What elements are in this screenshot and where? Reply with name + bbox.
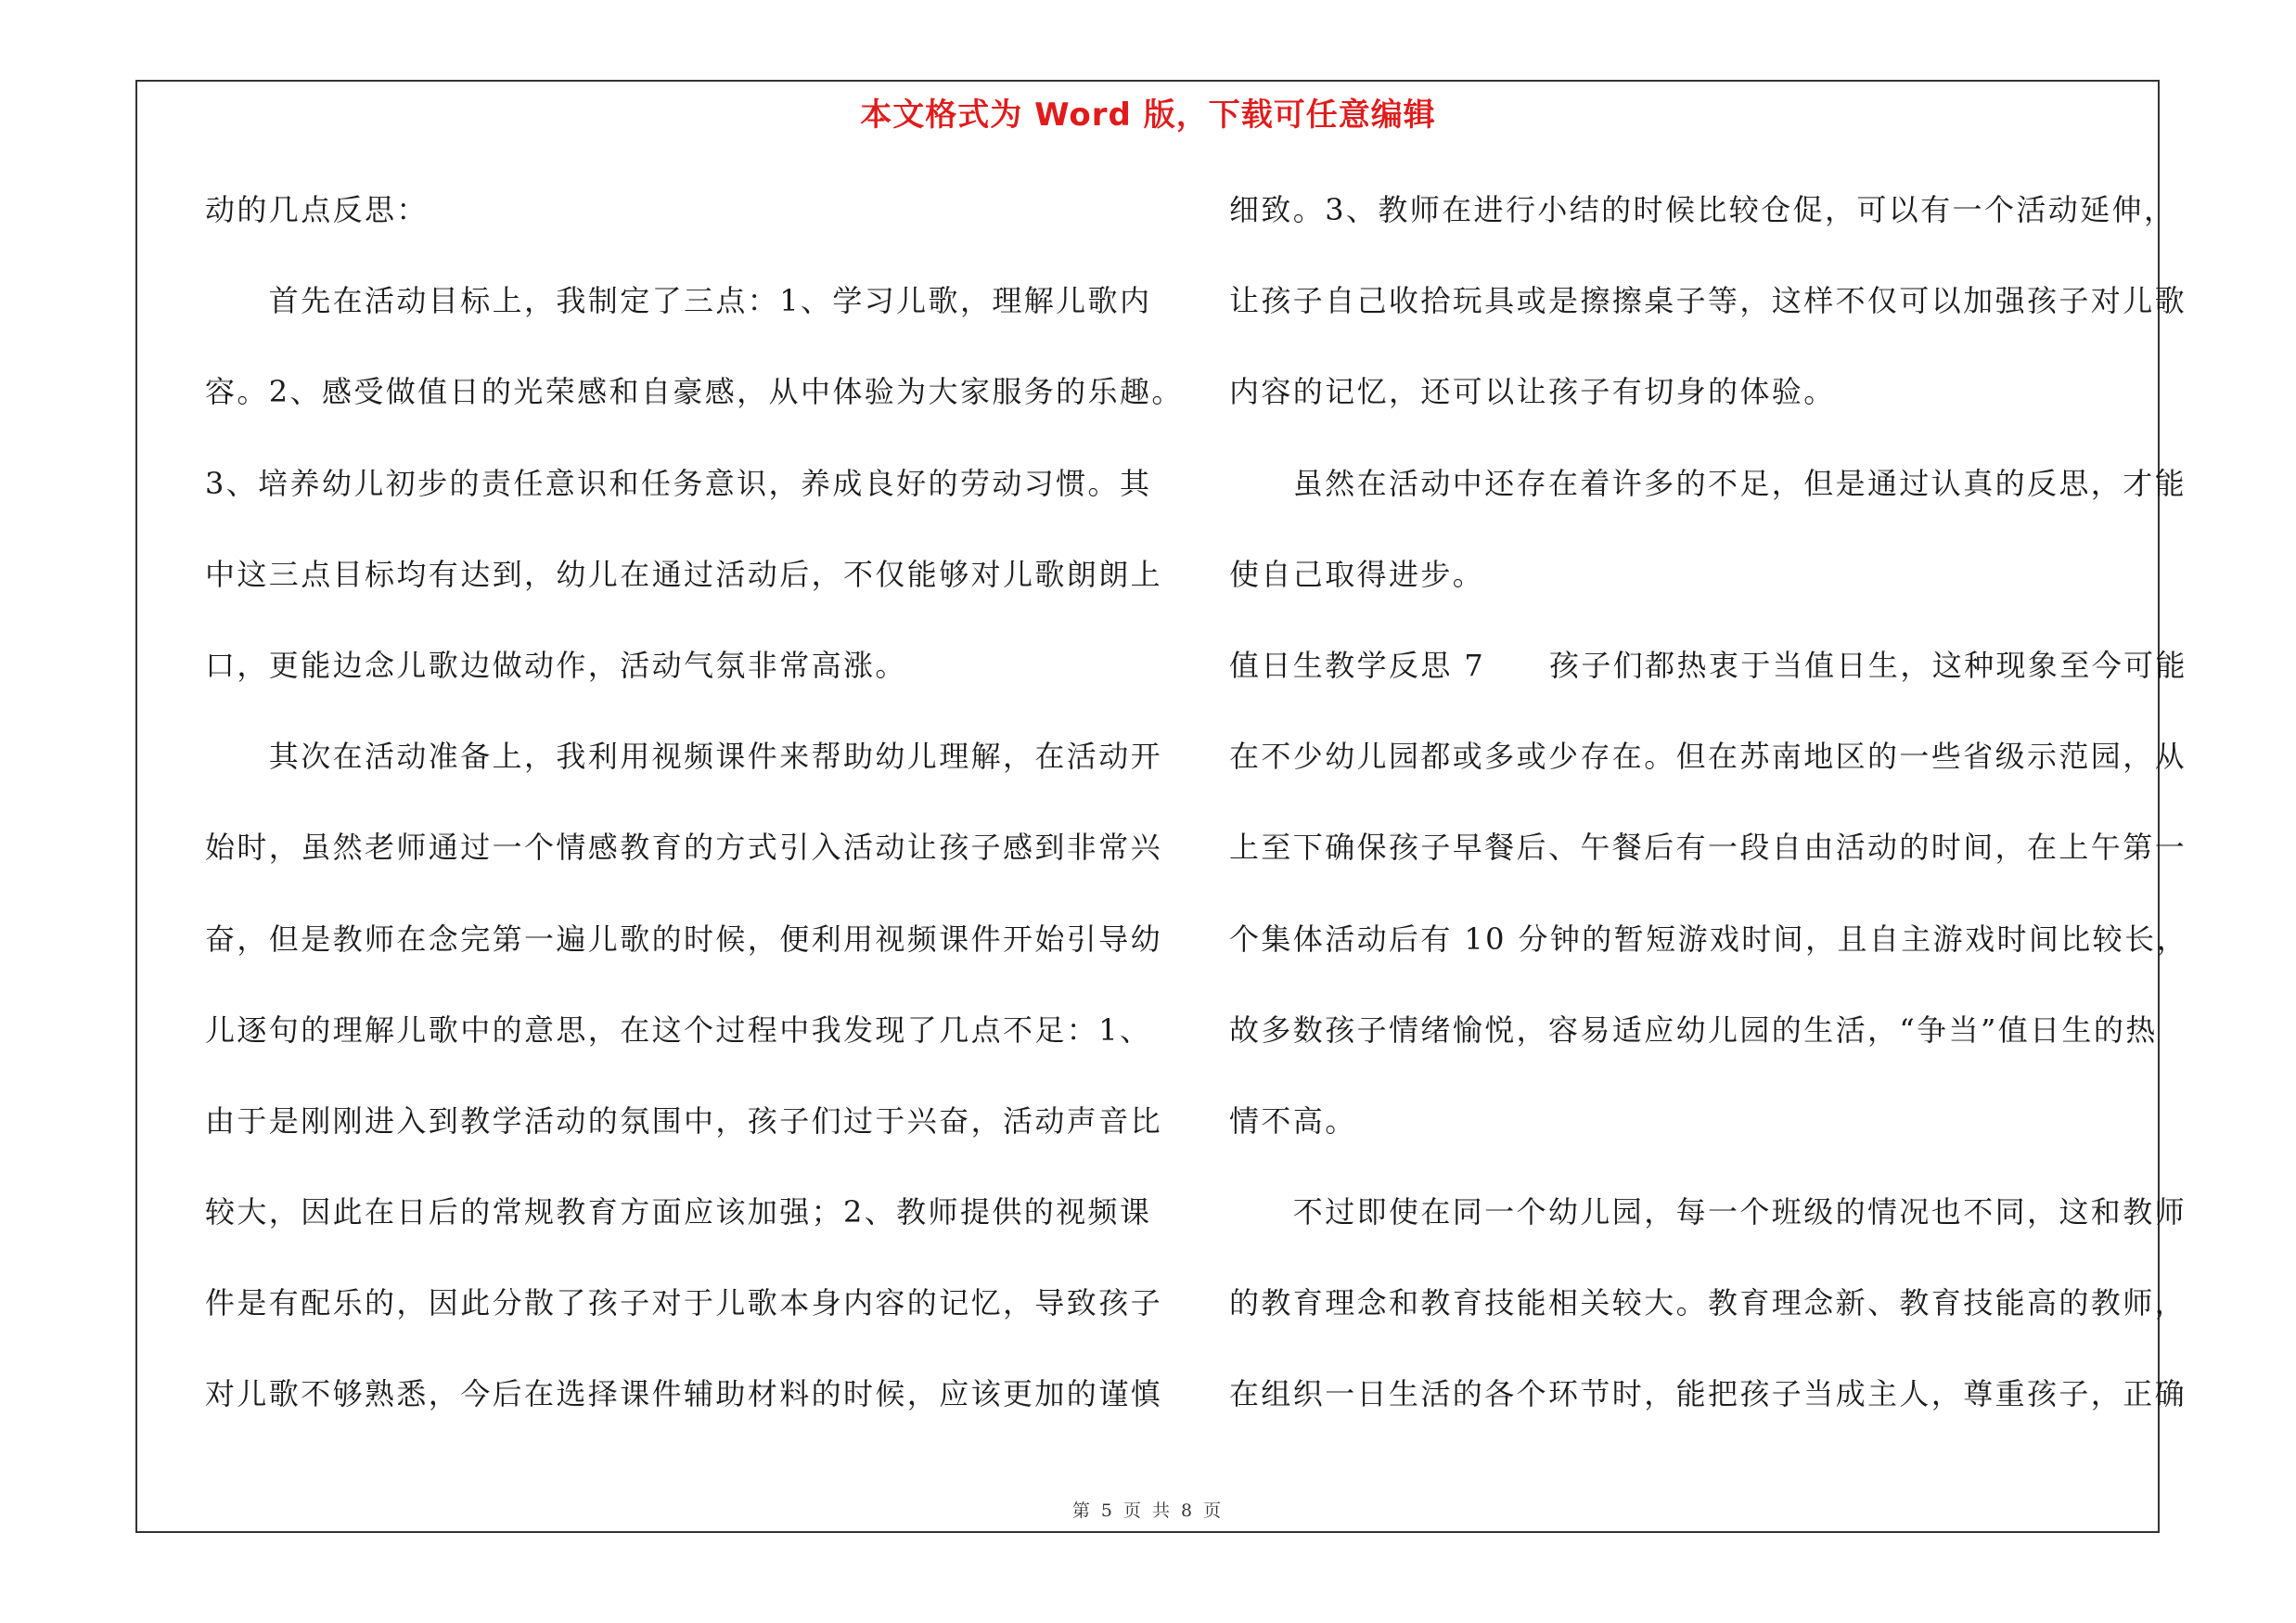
right-text-column <box>1229 182 2188 1458</box>
header-notice: 本文格式为 Word 版，下载可任意编辑 <box>860 97 1436 134</box>
text-line: 让孩子自己收拾玩具或是擦擦桌子等，这样不仅可以加强孩子对儿歌 <box>1229 283 2187 319</box>
text-line: 奋，但是教师在念完第一遍儿歌的时候，便利用视频课件开始引导幼 <box>205 921 1163 957</box>
text-line: 在组织一日生活的各个环节时，能把孩子当成主人，尊重孩子，正确 <box>1229 1376 2187 1412</box>
text-line: 由于是刚刚进入到教学活动的氛围中，孩子们过于兴奋，活动声音比 <box>205 1102 1163 1139</box>
text-line: 内容的记忆，还可以让孩子有切身的体验。 <box>1229 374 1836 410</box>
text-line: 儿逐句的理解儿歌中的意思，在这个过程中我发现了几点不足：1、 <box>205 1011 1152 1048</box>
text-line: 使自己取得进步。 <box>1229 556 1485 592</box>
text-line: 动的几点反思： <box>205 192 429 227</box>
text-line: 3、培养幼儿初步的责任意识和任务意识，养成良好的劳动习惯。其 <box>205 465 1152 501</box>
text-line: 故多数孩子情绪愉悦，容易适应幼儿园的生活，“争当”值日生的热 <box>1229 1011 2158 1048</box>
text-line: 个集体活动后有 10 分钟的暂短游戏时间，且自主游戏时间比较长， <box>1229 921 2188 957</box>
text-line: 细致。3、教师在进行小结的时候比较仓促，可以有一个活动延伸， <box>1229 192 2176 227</box>
page-number: 第 5 页 共 8 页 <box>1071 1501 1225 1521</box>
text-line: 在不少幼儿园都或多或少存在。但在苏南地区的一些省级示范园，从 <box>1229 739 2187 775</box>
text-line: 始时，虽然老师通过一个情感教育的方式引入活动让孩子感到非常兴 <box>205 830 1163 866</box>
text-line: 虽然在活动中还存在着许多的不足，但是通过认真的反思，才能 <box>1229 465 2187 501</box>
text-line: 对儿歌不够熟悉，今后在选择课件辅助材料的时候，应该更加的谨慎 <box>205 1376 1163 1412</box>
text-line: 容。2、感受做值日的光荣感和自豪感，从中体验为大家服务的乐趣。 <box>205 374 1184 410</box>
text-line: 中这三点目标均有达到，幼儿在通过活动后，不仅能够对儿歌朗朗上 <box>205 556 1163 592</box>
text-line: 首先在活动目标上，我制定了三点：1、学习儿歌，理解儿歌内 <box>205 283 1152 319</box>
text-line: 的教育理念和教育技能相关较大。教育理念新、教育技能高的教师， <box>1229 1285 2187 1321</box>
section-heading-line: 值日生教学反思 7 孩子们都热衷于当值日生，这种现象至今可能 <box>1229 647 2187 683</box>
text-line: 上至下确保孩子早餐后、午餐后有一段自由活动的时间，在上午第一 <box>1229 830 2187 866</box>
left-text-column <box>205 182 1184 1458</box>
text-line: 较大，因此在日后的常规教育方面应该加强；2、教师提供的视频课 <box>205 1194 1152 1230</box>
text-line: 口，更能边念儿歌边做动作，活动气氛非常高涨。 <box>205 647 907 683</box>
text-line: 其次在活动准备上，我利用视频课件来帮助幼儿理解，在活动开 <box>205 739 1163 775</box>
text-line: 不过即使在同一个幼儿园，每一个班级的情况也不同，这和教师 <box>1229 1194 2187 1230</box>
text-line: 情不高。 <box>1229 1102 1357 1139</box>
text-line: 件是有配乐的，因此分散了孩子对于儿歌本身内容的记忆，导致孩子 <box>205 1285 1163 1321</box>
